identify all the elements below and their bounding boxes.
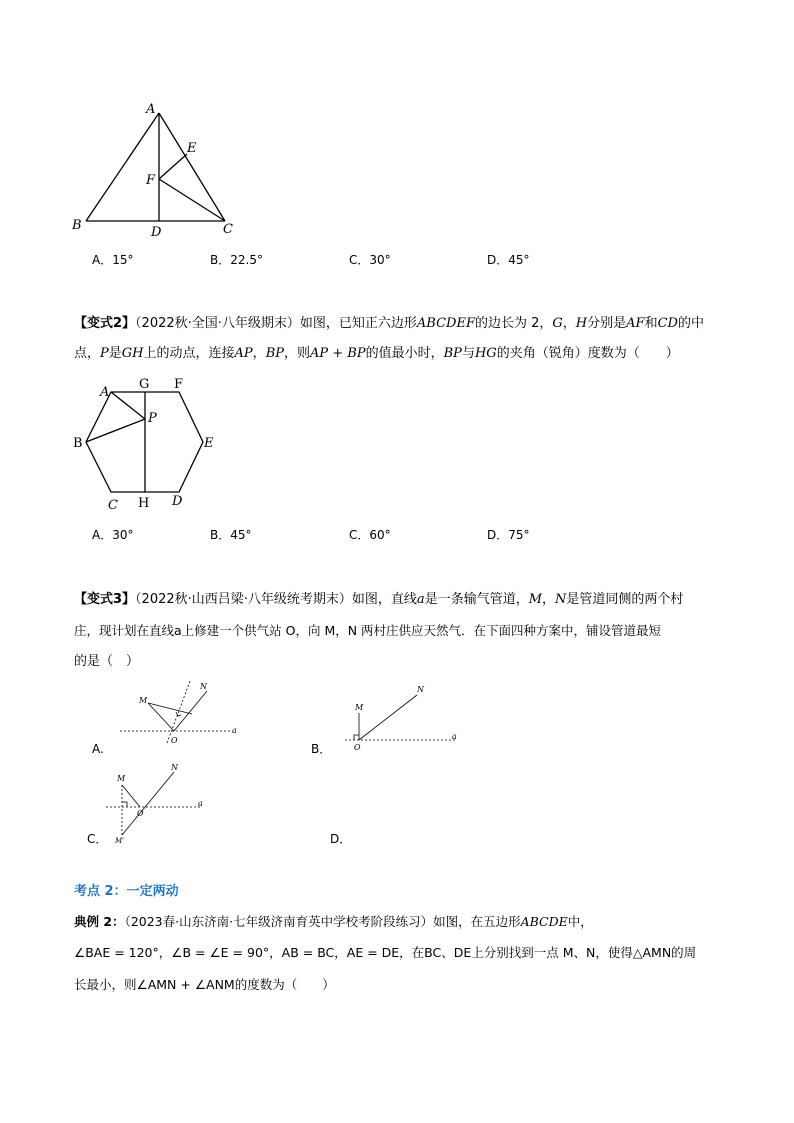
label-A: A — [100, 385, 110, 400]
label-M: M — [117, 774, 126, 783]
label-B: B — [72, 218, 82, 233]
label-N: N — [171, 763, 178, 772]
q3-line2: 庄，现计划在直线a上修建一个供气站 O，向 M，N 两村庄供应天然气．在下面四种方案中，铺设管道最短 — [74, 623, 662, 638]
q3-option-b[interactable]: B． — [311, 742, 332, 756]
q3-source: （2022秋·山西吕梁·八年级统考期末） — [135, 592, 352, 607]
q1-option-d[interactable]: D．45° — [487, 253, 530, 267]
label-M: M — [139, 696, 148, 705]
label-D: D — [172, 494, 183, 509]
label-G: G — [139, 377, 150, 392]
example-tag: 典例 2： — [74, 914, 125, 929]
option-a-figure[interactable] — [112, 678, 242, 748]
label-M: M — [355, 703, 364, 712]
label-C: C — [223, 222, 233, 237]
label-O: O — [171, 736, 178, 745]
label-O: O — [137, 809, 144, 818]
q2-tag: 【变式2】 — [74, 316, 136, 331]
label-E: E — [204, 436, 214, 451]
example-line1: 典例 2：（2023春·山东济南·七年级济南育英中学校考阶段练习）如图，在五边形ABCDE中， — [74, 914, 593, 929]
q3-option-c[interactable]: C． — [87, 832, 108, 846]
example-line2: ∠BAE = 120°，∠B = ∠E = 90°，AB = BC，AE = DE，在BC、DE上分别找到一点 M、N，使得△AMN的周 — [74, 945, 697, 960]
label-N: N — [200, 682, 207, 691]
label-H: H — [138, 496, 150, 511]
label-a: a — [198, 799, 203, 808]
hexagon-figure — [66, 372, 226, 517]
triangle-figure — [60, 96, 260, 241]
q2-source: （2022秋·全国·八年级期末） — [135, 316, 300, 331]
label-B: B — [73, 436, 83, 451]
q1-option-c[interactable]: C．30° — [349, 253, 391, 267]
q3-line1: 【变式3】（2022秋·山西吕梁·八年级统考期末）如图，直线a是一条输气管道，M，N是管道同侧的两个村 — [74, 592, 684, 607]
q2-option-a[interactable]: A．30° — [92, 528, 134, 542]
q3-option-a[interactable]: A. — [92, 742, 104, 756]
label-D: D — [151, 225, 162, 240]
label-A: A — [146, 102, 156, 117]
q2-option-c[interactable]: C．60° — [349, 528, 391, 542]
label-O: O — [354, 743, 361, 752]
option-c-figure[interactable] — [100, 760, 220, 845]
q2-line2: 点，P是GH上的动点，连接AP，BP，则AP + BP的值最小时，BP与HG的夹角（锐角）度数为（ ） — [74, 346, 679, 361]
option-b-figure[interactable] — [335, 680, 465, 755]
label-a: a — [232, 726, 237, 735]
q1-option-a[interactable]: A．15° — [92, 253, 134, 267]
label-F: F — [174, 377, 184, 392]
q1-option-b[interactable]: B．22.5° — [210, 253, 263, 267]
q3-tag: 【变式3】 — [74, 592, 136, 607]
q2-option-d[interactable]: D．75° — [487, 528, 530, 542]
label-M-prime: M' — [115, 837, 125, 845]
label-C: C — [108, 498, 118, 513]
label-N: N — [417, 685, 424, 694]
q2-line1: 【变式2】（2022秋·全国·八年级期末）如图，已知正六边形ABCDEF的边长为 2，G，H分别是AF和CD的中 — [74, 316, 704, 331]
q3-line3: 的是（ ） — [74, 654, 140, 669]
section-heading: 考点 2：一定两动 — [74, 884, 179, 899]
q3-option-d[interactable]: D． — [330, 832, 352, 846]
label-a: a — [452, 732, 457, 741]
label-F: F — [146, 173, 156, 188]
example-line3: 长最小，则∠AMN + ∠ANM的度数为（ ） — [74, 977, 335, 992]
label-E: E — [187, 141, 197, 156]
label-P: P — [148, 411, 157, 426]
q2-option-b[interactable]: B．45° — [210, 528, 252, 542]
